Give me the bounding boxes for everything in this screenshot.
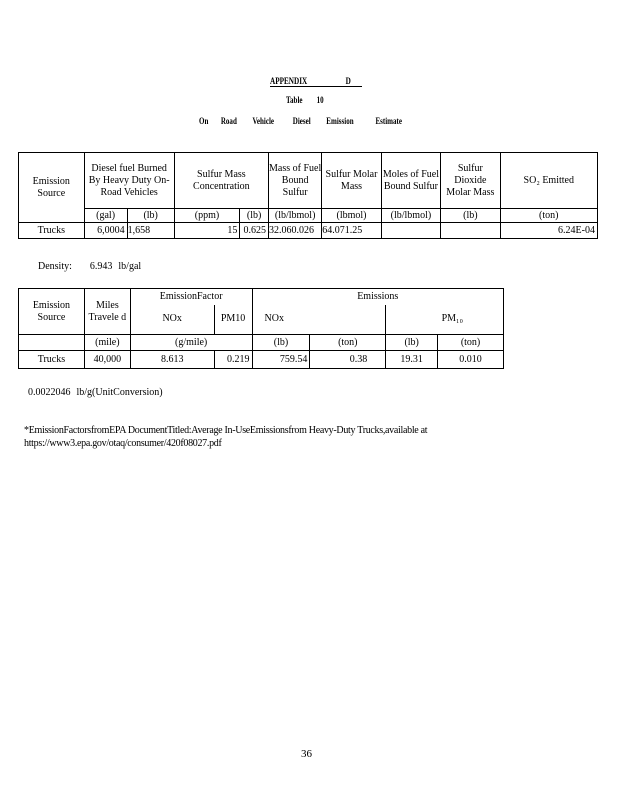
density-unit: lb/gal	[118, 261, 142, 272]
unit-lbmol: (lbmol)	[322, 209, 381, 223]
header-emission-factor: EmissionFactor	[130, 289, 252, 305]
cell-molar-mass: 32.060.026	[269, 223, 322, 239]
unit-gal: (gal)	[84, 209, 127, 223]
appendix-label: APPENDIX	[270, 76, 308, 86]
conversion-value: 0.0022046	[28, 387, 71, 398]
header-emission-source-2: Emission Source	[19, 289, 85, 335]
unit-ppm: (ppm)	[174, 209, 240, 223]
truck-emission-table	[18, 288, 504, 369]
unit-conversion-line	[28, 387, 163, 398]
table-row	[19, 351, 504, 369]
unit-g-per-mile: (g/mile)	[130, 335, 252, 351]
header-so2-emitted: SO₂ Emitted	[500, 153, 597, 209]
density-value: 6.943	[89, 261, 113, 272]
cell-source: Trucks	[19, 223, 85, 239]
cell-nox-factor: 8.613	[130, 351, 214, 369]
unit-mile: (mile)	[84, 335, 130, 351]
header-so2-molar-mass: Sulfur Dioxide Molar Mass	[441, 153, 500, 209]
table-row	[19, 223, 598, 239]
cell-miles: 40,000	[84, 351, 130, 369]
header-moles-fuel-bound-sulfur: Moles of Fuel Bound Sulfur	[381, 153, 440, 209]
cell-pm-lb: 19.31	[386, 351, 438, 369]
table-title: On Road Vehicle Diesel Emission Estimate	[199, 116, 402, 126]
header-miles-traveled: Miles Travele d	[84, 289, 130, 335]
header-sulfur-mass-concentration: Sulfur Mass Concentration	[174, 153, 268, 209]
conversion-unit: lb/g(UnitConversion)	[76, 387, 163, 398]
unit-pm-ton: (ton)	[438, 335, 504, 351]
footnote-line1: *EmissionFactorsfromEPA DocumentTitled:Average In-UseEmissionsfrom Heavy-Duty Trucks,available at	[24, 425, 428, 436]
cell-gal: 6,0004	[84, 223, 127, 239]
unit-lb: (lb)	[127, 209, 174, 223]
cell-pm10-factor: 0.219	[214, 351, 252, 369]
header-nox: NOx	[130, 305, 214, 335]
appendix-heading	[270, 76, 362, 87]
unit-ton: (ton)	[500, 209, 597, 223]
cell-so2-ton: 6.24E-04	[500, 223, 597, 239]
cell-so2-molar: 64.071.25	[322, 223, 381, 239]
density-label: Density:	[38, 261, 72, 272]
footnote-url: https://www3.epa.gov/otaq/consumer/420f08027.pdf	[24, 438, 222, 449]
unit-so2-lb-per-lbmol: (lb/lbmol)	[381, 209, 440, 223]
header-pm10-emissions: PM₁₀	[386, 305, 504, 335]
cell-empty-1	[381, 223, 440, 239]
table-label: Table 10	[286, 95, 324, 105]
appendix-letter: D	[345, 76, 351, 86]
unit-pm-lb: (lb)	[386, 335, 438, 351]
header-nox-emissions: NOx	[252, 305, 386, 335]
unit-sulfur-lb: (lb)	[240, 209, 269, 223]
so2-emission-table	[18, 152, 598, 239]
cell-lb: 1,658	[127, 223, 174, 239]
footnote	[24, 424, 427, 450]
unit-so2-lb: (lb)	[441, 209, 500, 223]
header-emission-source: Emission Source	[19, 153, 85, 223]
cell-nox-ton: 0.38	[310, 351, 386, 369]
header-mass-fuel-bound-sulfur: Mass of Fuel Bound Sulfur	[269, 153, 322, 209]
cell-empty-2	[441, 223, 500, 239]
page-number: 36	[301, 748, 312, 760]
cell-source-2: Trucks	[19, 351, 85, 369]
cell-pm-ton: 0.010	[438, 351, 504, 369]
header-pm10: PM10	[214, 305, 252, 335]
unit-blank	[19, 335, 85, 351]
unit-nox-lb: (lb)	[252, 335, 310, 351]
density-line	[38, 261, 141, 272]
cell-nox-lb: 759.54	[252, 351, 310, 369]
unit-nox-ton: (ton)	[310, 335, 386, 351]
cell-ppm: 15	[174, 223, 240, 239]
header-emissions: Emissions	[252, 289, 503, 305]
header-diesel-fuel: Diesel fuel Burned By Heavy Duty On-Road Vehicles	[84, 153, 174, 209]
unit-lb-per-lbmol: (lb/lbmol)	[269, 209, 322, 223]
header-sulfur-molar-mass: Sulfur Molar Mass	[322, 153, 381, 209]
cell-sulfur-lb: 0.625	[240, 223, 269, 239]
